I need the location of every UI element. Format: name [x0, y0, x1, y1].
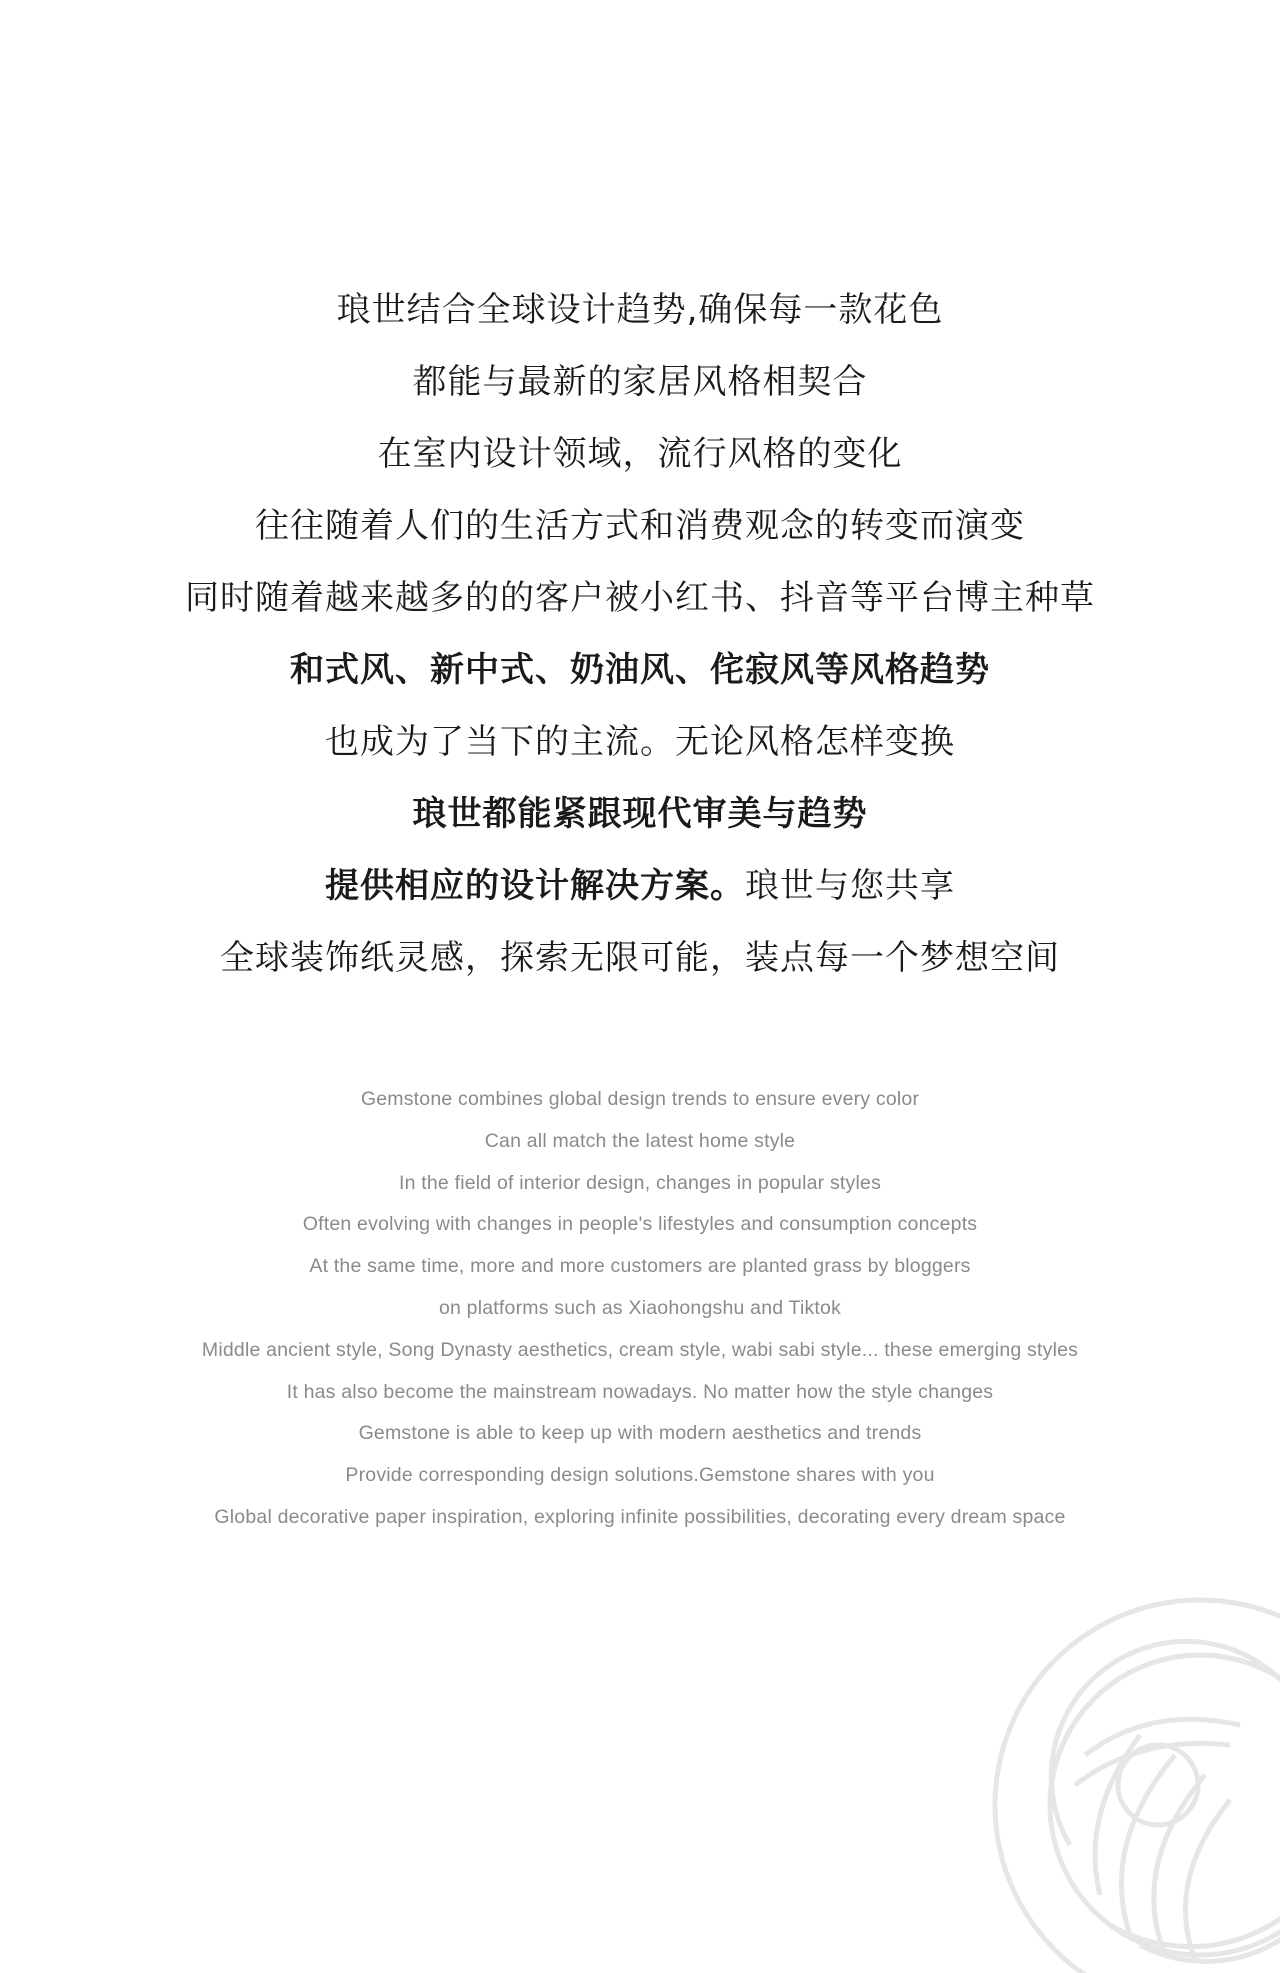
- en-line: Can all match the latest home style: [484, 1129, 796, 1152]
- brand-watermark-icon: [990, 1595, 1280, 1973]
- cn-text: 都能与最新的家居风格相契合: [412, 362, 868, 402]
- en-line: on platforms such as Xiaohongshu and Tiktok: [438, 1296, 842, 1319]
- cn-line: [0, 355, 1280, 427]
- chinese-text-block: [0, 283, 1280, 1003]
- cn-text: 往往随着人们的生活方式和消费观念的转变而演变: [255, 506, 1025, 546]
- cn-line: [0, 787, 1280, 859]
- cn-emphasis-text: 和式风、新中式、奶油风、侘寂风等风格趋势: [290, 650, 990, 690]
- cn-emphasis-text: 提供相应的设计解决方案。: [325, 866, 745, 906]
- en-line: It has also become the mainstream nowadays. No matter how the style changes: [286, 1380, 994, 1403]
- cn-text: 也成为了当下的主流。无论风格怎样变换: [325, 722, 955, 762]
- cn-text: 全球装饰纸灵感，探索无限可能，装点每一个梦想空间: [220, 938, 1060, 978]
- cn-line: [0, 859, 1280, 931]
- cn-line: [0, 643, 1280, 715]
- en-line: Global decorative paper inspiration, exploring infinite possibilities, decorating every dream space: [214, 1505, 1066, 1528]
- cn-text: 琅世与您共享: [745, 866, 955, 906]
- cn-text: 在室内设计领域，流行风格的变化: [377, 434, 903, 474]
- cn-text: 琅世结合全球设计趋势,确保每一款花色: [336, 290, 944, 330]
- en-line: At the same time, more and more customers are planted grass by bloggers: [309, 1255, 971, 1278]
- cn-line: [0, 283, 1280, 355]
- en-line: Middle ancient style, Song Dynasty aesthetics, cream style, wabi sabi style... these emerging styles: [201, 1338, 1079, 1361]
- cn-line: [0, 427, 1280, 499]
- en-line: In the field of interior design, changes in popular styles: [398, 1171, 882, 1194]
- cn-text: 同时随着越来越多的的客户被小红书、抖音等平台博主种草: [185, 578, 1095, 618]
- en-line: Gemstone is able to keep up with modern aesthetics and trends: [358, 1422, 922, 1445]
- cn-emphasis-text: 琅世都能紧跟现代审美与趋势: [412, 794, 868, 834]
- cn-line: [0, 499, 1280, 571]
- cn-line: [0, 715, 1280, 787]
- cn-line: [0, 931, 1280, 1003]
- en-line: Provide corresponding design solutions.Gemstone shares with you: [345, 1464, 935, 1487]
- en-line: Often evolving with changes in people's lifestyles and consumption concepts: [302, 1213, 978, 1236]
- english-text-block: [0, 1083, 1280, 1543]
- cn-line: [0, 571, 1280, 643]
- en-line: Gemstone combines global design trends to ensure every color: [360, 1088, 920, 1110]
